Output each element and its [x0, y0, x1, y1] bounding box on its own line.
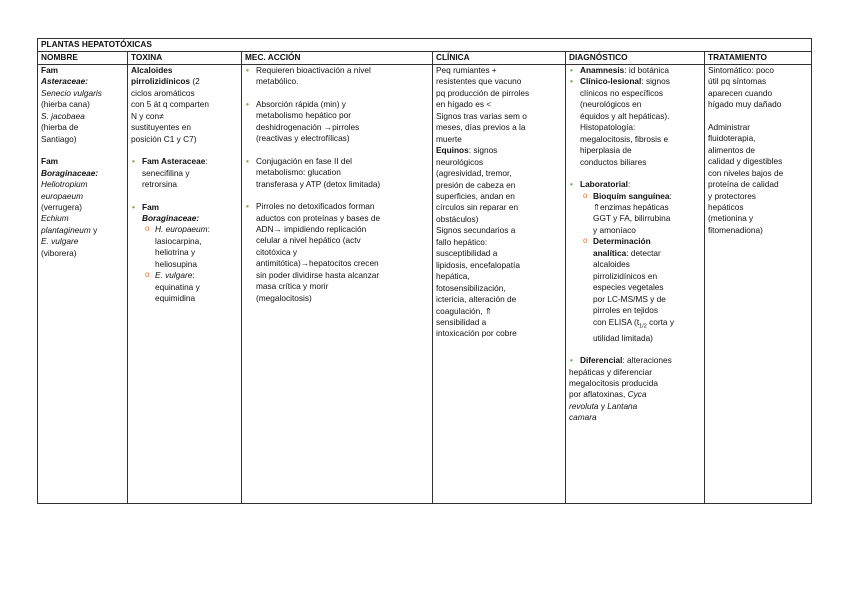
list-item: • Diferencial: alteraciones [569, 355, 701, 366]
list-item: o H. europaeum: lasiocarpina, heliotrina y heliosupina [144, 224, 238, 270]
cell-clinica: Peq rumiantes + resistentes que vacuno pq producción de pirroles en hígado es < Signos tras varias sem o meses, días previos a la muerte Equinos: signos neurológicos (agresividad, tremor, presión de cabeza en superficies, andan en círculos sin reparar en obstáculos) Signos secundarios a fallo hepático: susceptibilidad a lipidosis, encefalopatía hepática, fotosensibilización, ictericia, alteración de coagulación, ⇑ sensibilidad a intoxicación por cobre [433, 65, 566, 504]
common-name: (viborera) [41, 247, 77, 258]
common-name: (hierba cana) [41, 99, 90, 110]
list-item: • Fam Asteraceae: senecifilina y retrorsina [131, 156, 238, 190]
cell-nombre [38, 65, 128, 504]
list-item: • Conjugación en fase II del metabolismo: glucation transferasa y ATP (detox limitada) [245, 156, 429, 190]
species-name: Heliotropium [41, 179, 88, 190]
species-name: S. jacobaea [41, 110, 85, 121]
header-diagnostico: DIAGNÓSTICO [566, 52, 705, 65]
list-item: o E. vulgare: equinatina y equimidina [144, 270, 238, 304]
mechanism-list [245, 65, 429, 304]
list-item: • Clínico-lesional: signos clínicos no específicos (neurológicos en équidos y alt hepáticas). Histopatología: megalocitosis, fibrosis e hiperplasia de conductos biliares [569, 76, 701, 168]
list-item: • Pirroles no detoxificados forman aductos con proteínas y bases de ADN→ impidiendo replicación celular a nivel hepático (actv citotóxica y antimitótica)→hepatocitos crecen sin poder dividirse hasta alcanzar masa crítica y morir (megalocitosis) [245, 201, 429, 304]
cell-tratamiento: Sintomático: poco útil pq síntomas aparecen cuando hígado muy dañado Administrar fluidoterapia, alimentos de calidad y digestibles con niveles bajos de proteína de calidad y protectores hepáticos (metionina y fitomenadiona) [705, 65, 812, 504]
list-item: • Laboratorial: o Bioquím sanguínea: ⇑enzimas hepáticas GGT y FA, bilirrubina y amoníaco o Determinación analítica: detectar alcaloides pirrolizidínicos en especies vegetales por LC-MS/MS y de pirroles en tejidos con ELISA ($t_{1/2}$ corta y utilidad limitada) [569, 179, 701, 344]
hepatotoxic-plants-table [37, 38, 812, 504]
toxin-heading: Alcaloides [131, 65, 173, 75]
diagnosis-list [569, 65, 701, 367]
list-item: • Fam Boraginaceae: o H. europaeum: lasiocarpina, heliotrina y heliosupina o E. vulgare: equinatina y equimidina [131, 202, 238, 305]
equinos-label: Equinos [436, 145, 469, 156]
family-name: Boraginaceae: [41, 167, 99, 178]
list-item: o Bioquím sanguínea: ⇑enzimas hepáticas GGT y FA, bilirrubina y amoníaco [582, 191, 701, 237]
species-name: plantagineum [41, 224, 91, 235]
header-nombre: NOMBRE [38, 52, 128, 65]
cell-mecanismo [242, 65, 433, 504]
list-item: o Determinación analítica: detectar alcaloides pirrolizidínicos en especies vegetales por LC-MS/MS y de pirroles en tejidos con ELISA ($t_{1/2}$ corta y utilidad limitada) [582, 236, 701, 344]
species-name: E. vulgare [41, 236, 79, 247]
header-tratamiento: TRATAMIENTO [705, 52, 812, 65]
cell-diagnostico: • Anamnesis: id botánica • Clínico-lesional: signos clínicos no específicos (neurológicos en équidos y alt hepáticas). Histopatología: megalocitosis, fibrosis e hiperplasia de conductos biliares • Laboratorial: o Bioquím sanguínea: ⇑enzimas hepáticas GGT y FA, bilirrubina y amoníaco o Determinación analítica: detectar alcaloides pirrolizidínicos en especies vegetales por LC-MS/MS y de pirroles en tejidos con ELISA ($t_{1/2}$ corta y utilidad limitada) • Diferencial: alteraciones hepáticas y diferenciar megalocitosis producida por aflatoxinas, Cyca revoluta y Lantana camara [566, 65, 705, 504]
list-item: • Absorción rápida (min) y metabolismo hepático por deshidrogenación →pirroles (reactivas y electrofílicas) [245, 99, 429, 145]
cell-toxina: Alcaloides pirrolizidínicos (2 ciclos aromáticos con 5 át q comparten N y con≠ sustituyentes en posición C1 y C7) • Fam Asteraceae: senecifilina y retrorsina • Fam Boraginaceae: o H. europaeum: lasiocarpina, heliotrina y heliosupina o E. vulgare: equinatina y equimidina [128, 65, 242, 504]
table-title: PLANTAS HEPATOTÓXICAS [38, 39, 812, 52]
common-name: Santiago) [41, 133, 77, 144]
common-name: (verrugera) [41, 201, 83, 212]
common-name: (hierba de [41, 122, 79, 133]
header-toxina: TOXINA [128, 52, 242, 65]
species-name: europaeum [41, 190, 83, 201]
conjunction: y [90, 224, 98, 235]
fam-label: Fam [41, 65, 59, 75]
fam-label: Fam [41, 156, 59, 167]
list-item: • Anamnesis: id botánica [569, 65, 701, 76]
species-name: Senecio vulgaris [41, 87, 102, 98]
family-name: Asteraceae: [41, 76, 89, 87]
toxin-list [131, 156, 238, 304]
header-clinica: CLÍNICA [433, 52, 566, 65]
list-item: • Requieren bioactivación a nivel metabólico. [245, 65, 429, 88]
header-mec-accion: MEC. ACCIÓN [242, 52, 433, 65]
species-name: Echium [41, 213, 69, 224]
